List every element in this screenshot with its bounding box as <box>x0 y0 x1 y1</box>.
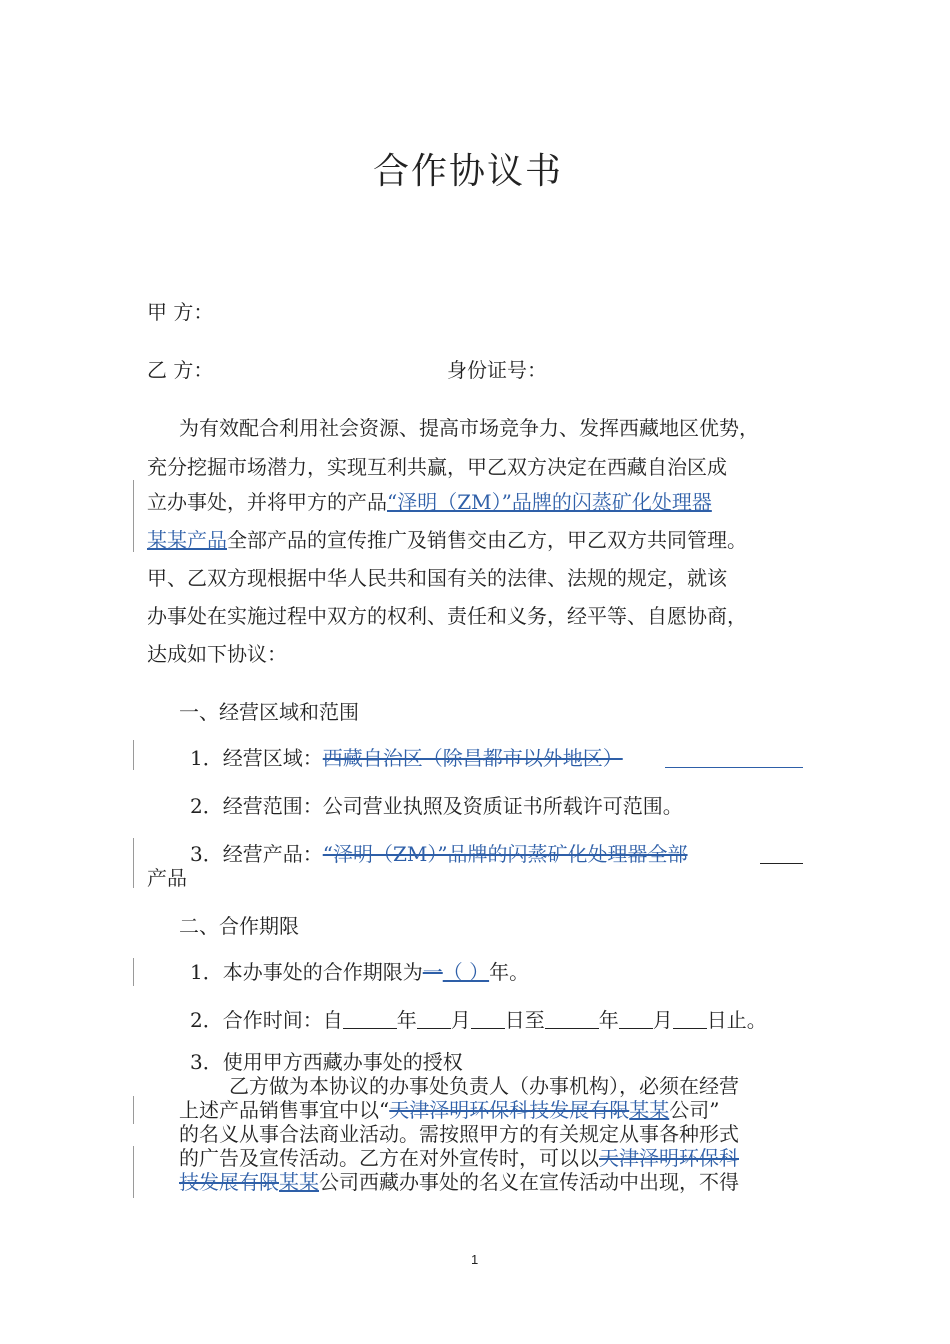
body-text: 的广告及宣传活动。乙方在对外宣传时，可以以 <box>179 1146 599 1170</box>
day-blank[interactable] <box>673 1008 707 1029</box>
intro-line-5: 甲、乙双方现根据中华人民共和国有关的法律、法规的规定，就该 <box>147 566 727 590</box>
intro-line-4 <box>147 528 747 552</box>
day-blank[interactable] <box>471 1008 505 1029</box>
year-blank[interactable] <box>343 1008 397 1029</box>
party-b-label: 乙 方： <box>147 358 214 382</box>
change-bar <box>133 1146 134 1198</box>
authorization-line-5 <box>179 1170 739 1194</box>
inserted-text: 某某 <box>629 1098 670 1122</box>
intro-line-2: 充分挖掘市场潜力，实现互利共赢，甲乙双方决定在西藏自治区成 <box>147 455 727 479</box>
item-text: 年。 <box>489 960 530 984</box>
section-2-heading: 二、合作期限 <box>179 914 299 938</box>
body-text: 上述产品销售事宜中以“ <box>179 1098 390 1122</box>
deleted-text: 一 <box>422 960 443 984</box>
month-text: 月 <box>652 1008 673 1032</box>
body-text: 公司” <box>669 1098 720 1122</box>
authorization-line-3: 的名义从事合法商业活动。需按照甲方的有关规定从事各种形式 <box>179 1122 739 1146</box>
party-a-label: 甲 方： <box>147 300 214 324</box>
item-text: 1．本办事处的合作期限为 <box>190 960 423 984</box>
deleted-text: 西藏自治区（除昌都市以外地区） <box>322 746 623 770</box>
section-1-item-3 <box>190 842 688 866</box>
deleted-text: 技发展有限 <box>179 1170 279 1194</box>
inserted-text: 某某产品 <box>147 528 227 552</box>
section-2-item-1 <box>190 960 529 984</box>
deleted-text: “泽明（ZM）”品牌的闪蒸矿化处理器全部 <box>322 842 688 866</box>
section-1-item-3-cont: 产品 <box>147 866 187 890</box>
authorization-line-4 <box>179 1146 739 1170</box>
year-text: 年 <box>598 1008 619 1032</box>
change-bar <box>133 1096 134 1124</box>
inserted-text: “泽明（ZM）”品牌的闪蒸矿化处理器 <box>387 490 712 514</box>
change-bar <box>133 838 134 888</box>
section-2-item-3: 3．使用甲方西藏办事处的授权 <box>190 1050 463 1074</box>
section-1-item-2: 2．经营范围：公司营业执照及资质证书所载许可范围。 <box>190 794 683 818</box>
change-bar <box>133 958 134 986</box>
item-label: 2．合作时间：自 <box>190 1008 343 1032</box>
intro-text: 立办事处，并将甲方的产品 <box>147 490 387 514</box>
inserted-text: （ ） <box>442 960 490 984</box>
month-text: 月 <box>450 1008 471 1032</box>
id-number-label: 身份证号： <box>447 358 547 382</box>
day-to-text: 日至 <box>504 1008 545 1032</box>
intro-line-1: 为有效配合利用社会资源、提高市场竞争力、发挥西藏地区优势， <box>179 416 759 440</box>
year-blank[interactable] <box>545 1008 599 1029</box>
underline <box>665 767 803 768</box>
inserted-text: 某某 <box>279 1170 319 1194</box>
intro-line-6: 办事处在实施过程中双方的权利、责任和义务，经平等、自愿协商， <box>147 604 747 628</box>
change-bar <box>133 480 134 552</box>
end-text: 日止。 <box>706 1008 767 1032</box>
body-text: 公司西藏办事处的名义在宣传活动中出现，不得 <box>319 1170 739 1194</box>
item-label: 3．经营产品： <box>190 842 323 866</box>
intro-line-3 <box>147 490 712 514</box>
item-label: 1．经营区域： <box>190 746 323 770</box>
month-blank[interactable] <box>417 1008 451 1029</box>
underline <box>760 863 803 864</box>
change-bar <box>133 740 134 770</box>
page-number: 1 <box>471 1252 479 1267</box>
intro-line-7: 达成如下协议： <box>147 642 287 666</box>
deleted-text: 天津泽明环保科 <box>599 1146 739 1170</box>
section-1-heading: 一、经营区域和范围 <box>179 700 359 724</box>
authorization-line-2 <box>179 1098 719 1122</box>
month-blank[interactable] <box>619 1008 653 1029</box>
section-2-item-2 <box>190 1008 767 1032</box>
deleted-text: 天津泽明环保科技发展有限 <box>389 1098 630 1122</box>
section-1-item-1 <box>190 746 623 770</box>
authorization-line-1: 乙方做为本协议的办事处负责人（办事机构），必须在经营 <box>229 1074 739 1098</box>
document-title: 合作协议书 <box>373 151 564 192</box>
intro-text: 全部产品的宣传推广及销售交由乙方，甲乙双方共同管理。 <box>227 528 747 552</box>
year-text: 年 <box>396 1008 417 1032</box>
